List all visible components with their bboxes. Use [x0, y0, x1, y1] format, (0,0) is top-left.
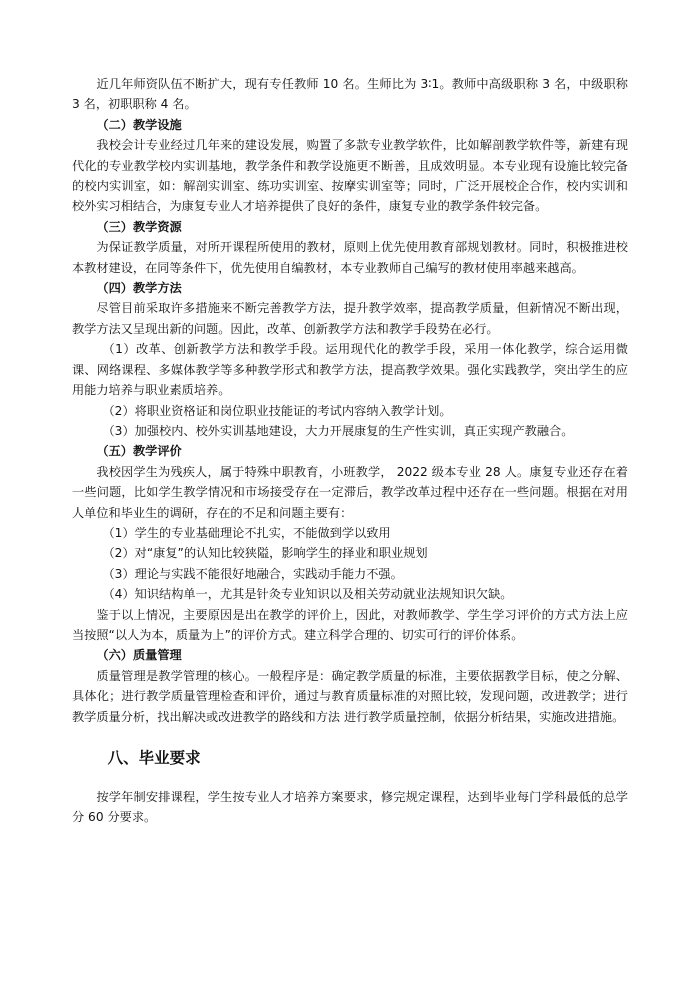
graduation-paragraph: 按学年制安排课程，学生按专业人才培养方案要求，修完规定课程，达到毕业每门学科最低的总学分 60 分要求。 — [72, 790, 628, 825]
evaluation-item-4: （4）知识结构单一，尤其是针灸专业知识以及相关劳动就业法规知识欠缺。 — [102, 587, 513, 602]
methods-paragraph: 尽管目前采取许多措施来不断完善教学方法，提升教学效率，提高教学质量，但新情况不断出现，教学方法又呈现出新的问题。因此，改革、创新教学方法和教学手段势在必行。 — [72, 301, 628, 336]
evaluation-item-3: （3）理论与实践不能很好地融合，实践动手能力不强。 — [102, 566, 403, 581]
facilities-paragraph: 我校会计专业经过几年来的建设发展，购置了多款专业教学软件，比如解剖教学软件等，新建有现代化的专业教学校内实训基地，教学条件和教学设施更不断善，且成效明显。本专业现有设施比较完备的校内实训室，如：解剖实训室、练功实训室、按摩实训室等；同时，广泛开展校企合作，校内实训和校外实习相结合，为康复专业人才培养提供了良好的条件，康复专业的教学条件较完备。 — [72, 138, 628, 214]
evaluation-paragraph: 我校因学生为残疾人，属于特殊中职教育，小班教学， 2022 级本专业 28 人。康复专业还存在着一些问题，比如学生教学情况和市场接受存在一定滞后，教学改革过程中还存在一些问题。根据在对用人单位和毕业生的调研，存在的不足和问题主要有： — [72, 464, 628, 520]
evaluation-heading: （五）教学评价 — [96, 444, 182, 459]
evaluation-closing: 鉴于以上情况，主要原因是出在教学的评价上，因此，对教师教学、学生学习评价的方式方法上应当按照“以人为本，质量为上”的评价方式。建立科学合理的、切实可行的评价体系。 — [72, 607, 628, 642]
quality-paragraph: 质量管理是教学管理的核心。一般程序是：确定教学质量的标准，主要依据教学目标，使之分解、具体化；进行教学质量管理检查和评价，通过与教育质量标准的对照比较，发现问题，改进教学；进行教学质量分析，找出解决或改进教学的路线和方法 进行教学质量控制，依据分析结果，实施改进措施。 — [72, 668, 628, 724]
methods-item-3: （3）加强校内、校外实训基地建设，大力开展康复的生产性实训，真正实现产教融合。 — [102, 423, 574, 438]
methods-item-2: （2）将职业资格证和岗位职业技能证的考试内容纳入教学计划。 — [102, 403, 452, 418]
evaluation-item-2: （2）对“康复”的认知比较狭隘，影响学生的择业和职业规划 — [102, 546, 428, 561]
methods-item-1: （1）改革、创新教学方法和教学手段。运用现代化的教学手段，采用一体化教学，综合运用微课、网络课程、多媒体教学等多种教学形式和教学方法，提高教学效果。强化实践教学，突出学生的应用能力培养与职业素质培养。 — [72, 342, 628, 398]
resources-heading: （三）教学资源 — [96, 219, 182, 234]
quality-heading: （六）质量管理 — [96, 648, 182, 663]
evaluation-item-1: （1）学生的专业基础理论不扎实，不能做到学以致用 — [102, 525, 391, 540]
graduation-heading: 八、毕业要求 — [107, 749, 201, 767]
resources-paragraph: 为保证教学质量，对所开课程所使用的教材，原则上优先使用教育部规划教材。同时，积极推进校本教材建设，在同等条件下，优先使用自编教材，本专业教师自己编写的教材使用率越来越高。 — [72, 240, 628, 275]
facilities-heading: （二）教学设施 — [96, 117, 182, 132]
staff-paragraph: 近几年师资队伍不断扩大，现有专任教师 10 名。生师比为 3∶1。教师中高级职称 3 名，中级职称 3 名，初职职称 4 名。 — [72, 77, 628, 112]
methods-heading: （四）教学方法 — [96, 281, 182, 296]
document-body — [72, 74, 628, 828]
